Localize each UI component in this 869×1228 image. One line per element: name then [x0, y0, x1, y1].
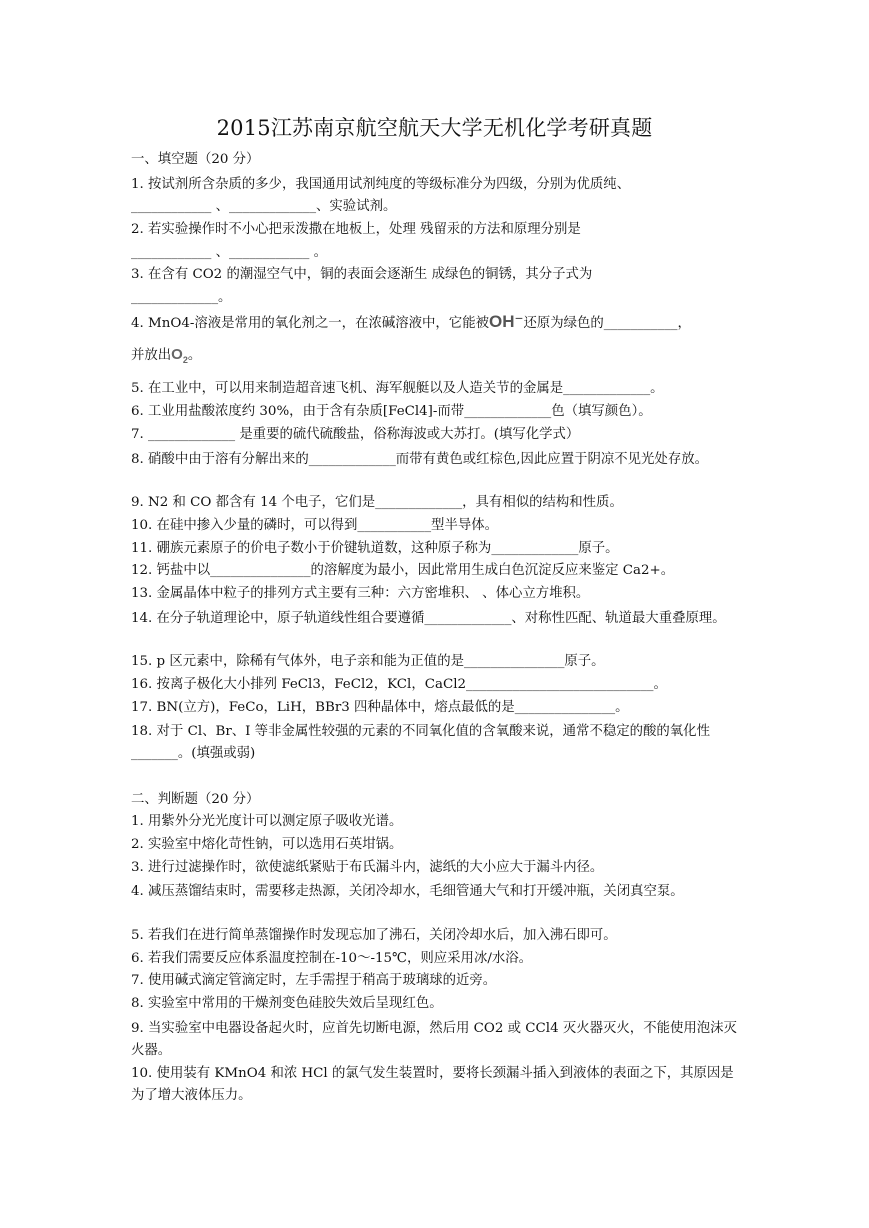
- q4-text-d: 。: [187, 348, 202, 363]
- j6: 6. 若我们需要反应体系温度控制在-10～-15℃，则应采用冰/水浴。: [131, 951, 533, 966]
- q4-text-a: 4. MnO4-溶液是常用的氧化剂之一，在浓碱溶液中，它能被: [131, 316, 489, 331]
- j9: 9. 当实验室中电器设备起火时，应首先切断电源，然后用 CO2 或 CCl4 灭火器灭火，不能使用泡沫灭火器。: [131, 1021, 737, 1058]
- q11: 11. 硼族元素原子的价电子数小于价键轨道数，这种原子称为_____________原子。: [131, 541, 619, 556]
- q12: 12. 钙盐中以_______________的溶解度为最小，因此常用生成白色沉淀反应来鉴定 Ca2+。: [131, 563, 675, 578]
- section2-heading: 二、判断题（20 分）: [131, 792, 260, 807]
- q1-line1: 1. 按试剂所含杂质的多少，我国通用试剂纯度的等级标准分为四级，分别为优质纯、: [131, 177, 631, 192]
- section1-heading: 一、填空题（20 分）: [131, 152, 260, 167]
- q6: 6. 工业用盐酸浓度约 30%，由于含有杂质[FeCl4]-而带_____________色（填写颜色）。: [131, 404, 652, 419]
- q2-line2: ____________ 、____________ 。: [131, 245, 327, 260]
- page-title: 2015江苏南京航空航天大学无机化学考研真题: [216, 116, 653, 140]
- q15: 15. p 区元素中，除稀有气体外，电子亲和能为正值的是_______________原子。: [131, 654, 605, 669]
- q16: 16. 按离子极化大小排列 FeCl3，FeCl2，KCl，CaCl2____________________________。: [131, 677, 667, 692]
- q4-text-b: 还原为绿色的___________，: [523, 316, 691, 331]
- q17: 17. BN(立方)，FeCo，LiH，BBr3 四种晶体中，熔点最低的是_______________。: [131, 700, 629, 715]
- j4: 4. 减压蒸馏结束时，需要移走热源，关闭冷却水，毛细管通大气和打开缓冲瓶，关闭真空泵。: [131, 884, 684, 899]
- j10: 10. 使用装有 KMnO4 和浓 HCl 的氯气发生装置时，要将长颈漏斗插入到液体的表面之下，其原因是为了增大液体压力。: [131, 1066, 734, 1103]
- q3-line1: 3. 在含有 CO2 的潮湿空气中，铜的表面会逐渐生 成绿色的铜锈，其分子式为: [131, 267, 593, 282]
- q13: 13. 金属晶体中粒子的排列方式主要有三种：六方密堆积、 、体心立方堆积。: [131, 586, 590, 601]
- q18: 18. 对于 Cl、Br、I 等非金属性较强的元素的不同氧化值的含氧酸来说，通常不稳定的酸的氧化性_______。(填强或弱): [131, 724, 710, 761]
- oxygen-symbol-o: O: [171, 346, 183, 363]
- q8: 8. 硝酸中由于溶有分解出来的_____________而带有黄色或红棕色,因此应置于阴凉不见光处存放。: [131, 452, 708, 467]
- q2-line1: 2. 若实验操作时不小心把汞泼撒在地板上，处理 残留汞的方法和原理分别是: [131, 222, 581, 237]
- j2: 2. 实验室中熔化苛性钠，可以选用石英坩锅。: [131, 837, 403, 852]
- q5: 5. 在工业中，可以用来制造超音速飞机、海军舰艇以及人造关节的金属是_____________。: [131, 381, 664, 396]
- q3-line2: _____________。: [131, 290, 232, 305]
- j7: 7. 使用碱式滴定管滴定时，左手需捏于稍高于玻璃球的近旁。: [131, 973, 497, 988]
- q4-line2: [131, 346, 743, 369]
- oxygen-symbol-sub: 2: [182, 355, 188, 365]
- q4-text-c: 并放出: [131, 348, 172, 363]
- q7: 7. _____________ 是重要的硫代硫酸盐，俗称海波或大苏打。(填写化学式）: [131, 427, 580, 442]
- j1: 1. 用紫外分光光度计可以测定原子吸收光谱。: [131, 814, 403, 829]
- hydroxide-symbol: OH⁻: [488, 312, 524, 331]
- j8: 8. 实验室中常用的干燥剂变色硅胶失效后呈现红色。: [131, 996, 443, 1011]
- j3: 3. 进行过滤操作时，欲使滤纸紧贴于布氏漏斗内，滤纸的大小应大于漏斗内径。: [131, 860, 604, 875]
- q9: 9. N2 和 CO 都含有 14 个电子，它们是_____________，具有相似的结构和性质。: [131, 495, 623, 510]
- q4-line1: [131, 313, 743, 333]
- q10: 10. 在硅中掺入少量的磷时，可以得到___________型半导体。: [131, 518, 499, 533]
- oxygen-symbol: [171, 346, 188, 363]
- q14: 14. 在分子轨道理论中，原子轨道线性组合要遵循_____________、对称性匹配、轨道最大重叠原理。: [131, 611, 726, 626]
- j5: 5. 若我们在进行简单蒸馏操作时发现忘加了沸石，关闭冷却水后，加入沸石即可。: [131, 928, 617, 943]
- q1-line2: ____________ 、_____________、实验试剂。: [131, 199, 397, 214]
